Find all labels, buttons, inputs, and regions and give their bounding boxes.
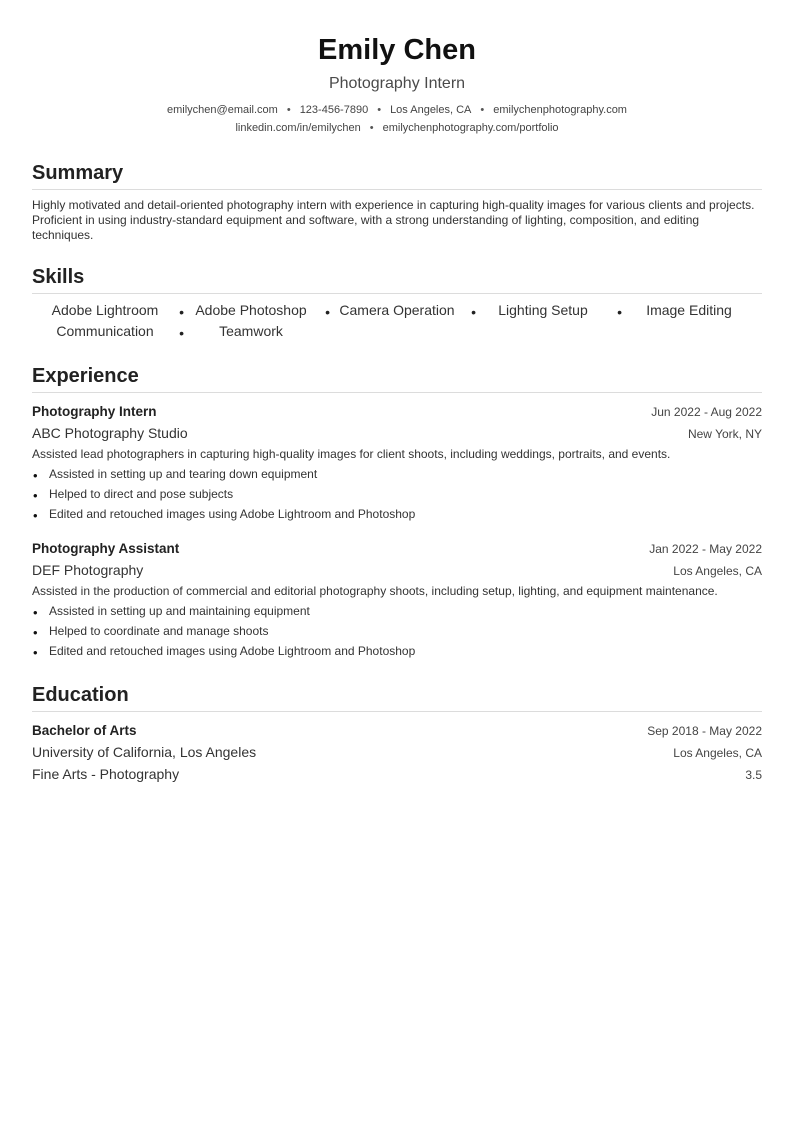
summary-section (32, 159, 762, 243)
bullet-icon: • (33, 468, 38, 483)
gpa-value: 3.5 (745, 768, 762, 782)
job-company: ABC Photography Studio (32, 425, 188, 441)
separator-dot: • (480, 104, 485, 116)
list-item (32, 484, 762, 504)
job-role: Photography Intern (32, 404, 157, 419)
separator-dot: • (325, 304, 330, 320)
degree-name: Bachelor of Arts (32, 723, 137, 738)
bullet-icon: • (33, 625, 38, 640)
list-item (32, 621, 762, 641)
bullet-icon: • (33, 508, 38, 523)
bullet-text: Edited and retouched images using Adobe Lightroom and Photoshop (49, 507, 416, 521)
summary-text: Highly motivated and detail-oriented photography intern with experience in capturing high-quality images for various clients and projects. Proficient in using industry-standard equipment and software, with a strong understanding of lighting, composition, and editing techniques. (32, 198, 755, 242)
separator-dot: • (377, 104, 382, 116)
job-location: New York, NY (687, 427, 762, 441)
bullet-icon: • (33, 488, 38, 503)
skill-label: Teamwork (219, 323, 283, 339)
skill-label: Image Editing (646, 302, 732, 318)
job-description: Assisted lead photographers in capturing high-quality images for client shoots, including weddings, portraits, and events. (32, 447, 671, 461)
separator-dot: • (369, 122, 374, 134)
summary-heading: Summary (32, 159, 762, 190)
contact-row-2 (32, 119, 762, 137)
list-item (32, 504, 762, 524)
job-dates: Jun 2022 - Aug 2022 (651, 405, 762, 419)
bullet-text: Helped to coordinate and manage shoots (49, 624, 269, 638)
job-bullets (32, 601, 762, 661)
job-bullets (32, 464, 762, 524)
bullet-text: Helped to direct and pose subjects (49, 487, 234, 501)
bullet-text: Assisted in setting up and maintaining equipment (49, 604, 310, 618)
separator-dot: • (286, 104, 291, 116)
separator-dot: • (471, 304, 476, 320)
job-role: Photography Assistant (32, 541, 180, 556)
skill-item (470, 300, 622, 321)
candidate-name: Emily Chen (318, 34, 476, 66)
skill-label: Camera Operation (339, 302, 455, 318)
skills-heading: Skills (32, 263, 762, 294)
list-item (32, 464, 762, 484)
linkedin-link[interactable]: linkedin.com/in/emilychen (235, 122, 361, 134)
skill-item (178, 321, 324, 342)
bullet-icon: • (33, 605, 38, 620)
skill-label: Communication (56, 323, 154, 339)
phone-number[interactable]: 123-456-7890 (299, 104, 369, 116)
skill-label: Adobe Lightroom (51, 302, 159, 318)
school-name: University of California, Los Angeles (32, 744, 257, 760)
separator-dot: • (617, 304, 622, 320)
skill-item (616, 300, 762, 321)
school-location: Los Angeles, CA (673, 746, 762, 760)
separator-dot: • (179, 325, 184, 341)
skills-list (32, 300, 762, 342)
education-heading: Education (32, 681, 762, 712)
list-item (32, 601, 762, 621)
experience-heading: Experience (32, 362, 762, 393)
contact-info (32, 101, 762, 137)
location-text: Los Angeles, CA (390, 104, 472, 116)
contact-row-1 (32, 101, 762, 119)
skill-item (178, 300, 330, 321)
list-item (32, 641, 762, 661)
education-dates: Sep 2018 - May 2022 (647, 724, 762, 738)
skill-item (32, 300, 184, 321)
bullet-icon: • (33, 645, 38, 660)
website-link[interactable]: emilychenphotography.com (493, 104, 627, 116)
portfolio-link[interactable]: emilychenphotography.com/portfolio (382, 122, 559, 134)
job-company: DEF Photography (32, 562, 144, 578)
skill-label: Adobe Photoshop (195, 302, 307, 318)
bullet-text: Assisted in setting up and tearing down equipment (49, 467, 318, 481)
skills-section (32, 263, 762, 342)
job-location: Los Angeles, CA (673, 564, 762, 578)
experience-entry (32, 401, 762, 524)
email-link[interactable]: emilychen@email.com (167, 104, 278, 116)
skill-item (32, 321, 184, 342)
separator-dot: • (179, 304, 184, 320)
skill-label: Lighting Setup (498, 302, 588, 318)
job-description: Assisted in the production of commercial and editorial photography shoots, including setup, lighting, and equipment maintenance. (32, 584, 718, 598)
education-entry (32, 720, 762, 786)
bullet-text: Edited and retouched images using Adobe Lightroom and Photoshop (49, 644, 416, 658)
education-section (32, 681, 762, 786)
job-dates: Jan 2022 - May 2022 (649, 542, 762, 556)
candidate-title: Photography Intern (328, 75, 466, 92)
skill-item (324, 300, 476, 321)
field-of-study: Fine Arts - Photography (32, 766, 180, 782)
experience-section (32, 362, 762, 661)
experience-entry (32, 538, 762, 661)
